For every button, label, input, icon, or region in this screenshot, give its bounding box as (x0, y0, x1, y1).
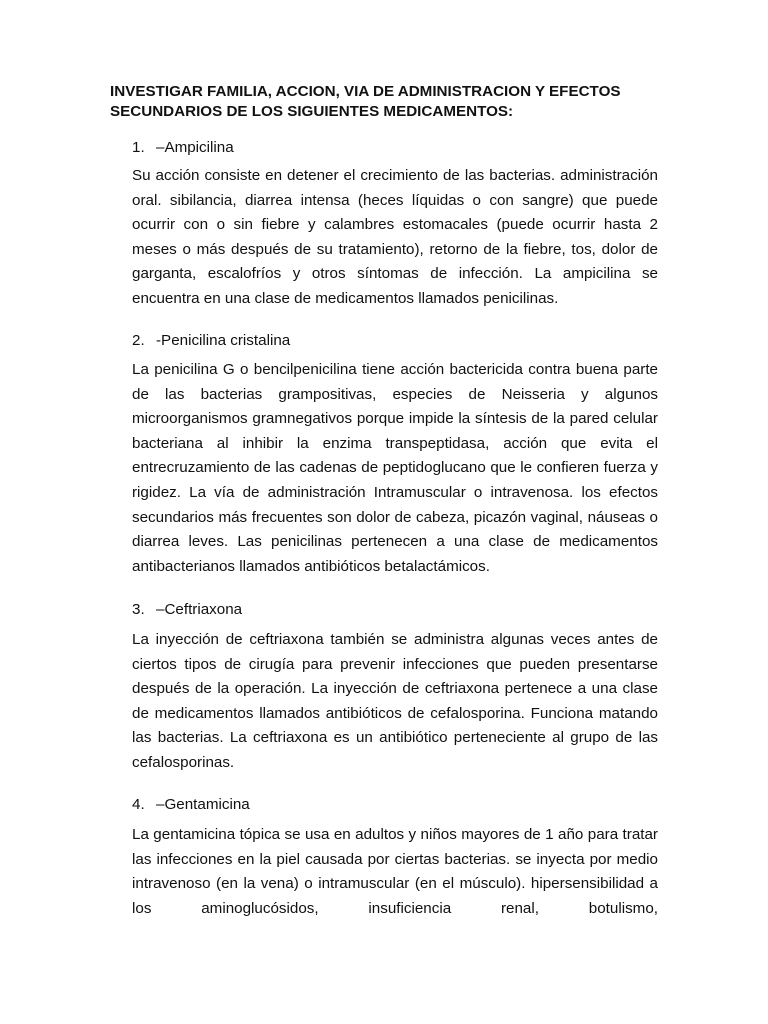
item-1-heading (132, 138, 234, 158)
item-1-paragraph: Su acción consiste en detener el crecimiento de las bacterias. administración oral. sibilancia, diarrea intensa (heces líquidas o con sangre) que puede ocurrir con o sin fiebre y calambres estomacales (puede ocurrir hasta 2 meses o más después de su tratamiento), retorno de la fiebre, tos, dolor de garganta, escalofríos y otros síntomas de infección. La ampicilina se encuentra en una clase de medicamentos llamados penicilinas. (132, 167, 658, 307)
item-3-name: –Ceftriaxona (156, 601, 243, 618)
item-2-heading (132, 331, 290, 351)
item-2-paragraph: La penicilina G o bencilpenicilina tiene acción bactericida contra buena parte de las bacterias grampositivas, especies de Neisseria y algunos microorganismos gramnegativos porque impide la síntesis de la pared celular bacteriana al inhibir la enzima transpeptidasa, acción que evita el entrecruzamiento de las cadenas de peptidoglucano que le confieren fuerza y rigidez. La vía de administración Intramuscular o intravenosa. los efectos secundarios más frecuentes son dolor de cabeza, picazón vaginal, náuseas o diarrea leves. Las penicilinas pertenecen a una clase de medicamentos antibacterianos llamados antibióticos betalactámicos. (132, 361, 658, 575)
item-1-number: 1. (132, 139, 145, 156)
document-title: INVESTIGAR FAMILIA, ACCION, VIA DE ADMINISTRACION Y EFECTOS SECUNDARIOS DE LOS SIGUIENTES MEDICAMENTOS: (110, 83, 621, 120)
item-3-number: 3. (132, 601, 145, 618)
item-2-name: -Penicilina cristalina (156, 332, 291, 349)
item-4-heading (132, 795, 250, 815)
item-1-name: –Ampicilina (156, 139, 234, 156)
item-3-paragraph: La inyección de ceftriaxona también se administra algunas veces antes de ciertos tipos de cirugía para prevenir infecciones que pueden presentarse después de la operación. La inyección de ceftriaxona pertenece a una clase de medicamentos llamados antibióticos de cefalosporina. Funciona matando las bacterias. La ceftriaxona es un antibiótico perteneciente al grupo de las cefalosporinas. (132, 631, 658, 771)
item-3-heading (132, 600, 242, 620)
item-2-number: 2. (132, 332, 145, 349)
item-4-paragraph: La gentamicina tópica se usa en adultos y niños mayores de 1 año para tratar las infecciones en la piel causada por ciertas bacterias. se inyecta por medio intravenoso (en la vena) o intramuscular (en el músculo). hipersensibilidad a los aminoglucósidos, insuficiencia renal, botulismo, (132, 826, 658, 917)
item-4-number: 4. (132, 796, 145, 813)
item-4-name: –Gentamicina (156, 796, 250, 813)
